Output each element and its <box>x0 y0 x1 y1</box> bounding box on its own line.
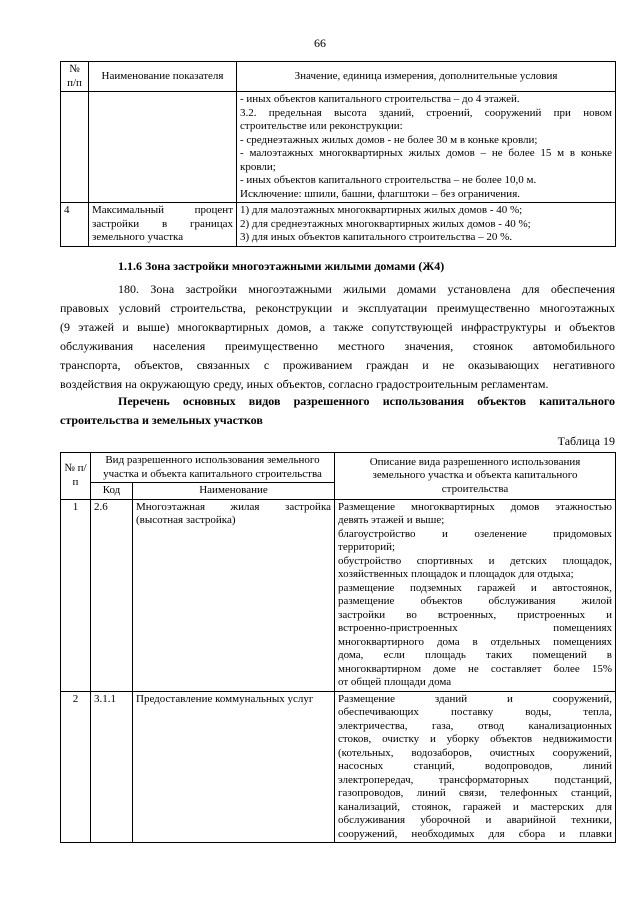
text-line: электричества, газа, отвод канализационных <box>338 719 613 732</box>
text-line: благоустройство и озеленение придомовых <box>338 527 613 540</box>
table-caption: Таблица 19 <box>557 434 615 448</box>
cell-description <box>335 691 616 843</box>
text-line: обслуживания населения преимущественно местного значения, стоянок автомобильного <box>60 339 615 353</box>
text-line: земельного участка <box>92 231 184 243</box>
text-line: воздействия на окружающую среду, иных объектов, согласно градостроительным регламентам. <box>60 377 549 391</box>
cell-description <box>335 499 616 691</box>
cell-name <box>133 499 335 691</box>
text-line: земельного участка и объекта капитального <box>372 469 578 481</box>
parameters-table <box>60 61 616 247</box>
cell-num <box>61 92 89 203</box>
text-line: многоквартирном доме не составляет более 15% <box>338 662 613 675</box>
text-line: обеспечивающих поставку воды, тепла, <box>338 706 613 718</box>
col-header-value: Значение, единица измерения, дополнительные условия <box>237 62 616 92</box>
text-line: Многоэтажная жилая застройка <box>136 500 332 513</box>
text-line: обслуживания уборочной и аварийной техники, <box>338 814 613 826</box>
text-line: Вид разрешенного использования земельного <box>105 454 320 466</box>
text-line: 180. Зона застройки многоэтажными жилыми домами установлена для обеспечения <box>118 282 615 296</box>
text-line: многоквартирного дома в отдельных помещениях <box>338 635 613 648</box>
cell-num: 4 <box>61 203 89 247</box>
text-line: дома, если площадь таких помещений в <box>338 649 613 661</box>
col-header-code: Код <box>91 483 133 500</box>
table-row <box>61 691 616 843</box>
text-line: канализаций, стоянок, гаражей и мастерских для <box>338 800 613 813</box>
col-header-name: Наименование показателя <box>89 62 237 92</box>
text-line: 3) для иных объектов капитального строительства – 20 %. <box>240 231 513 243</box>
table-row <box>61 499 616 691</box>
col-header-num: № п/п <box>61 62 89 92</box>
text-line: Предоставление коммунальных услуг <box>136 692 314 705</box>
list-heading <box>60 392 615 430</box>
text-line: строительстве или реконструкции: <box>240 120 403 132</box>
text-line: Перечень основных видов разрешенного использования объектов капитального <box>118 394 615 408</box>
text-line: сооружений, необходимых для сбора и плавки <box>338 827 613 840</box>
col-header-name: Наименование <box>133 483 335 500</box>
text-line: от общей площади дома <box>338 676 452 688</box>
text-line: 1) для малоэтажных многоквартирных жилых домов - 40 %; <box>240 204 523 216</box>
text-line: размещение объектов обслуживания жилой <box>338 595 613 607</box>
table-row <box>61 92 616 203</box>
cell-num: 1 <box>61 499 91 691</box>
text-line: - иных объектов капитального строительства – до 4 этажей. <box>240 93 520 105</box>
text-line: (9 этажей и выше) многоквартирных домов, а также сопутствующей инфраструктуры и объектов <box>60 320 615 334</box>
page-number: 66 <box>314 36 326 50</box>
cell-value <box>237 92 616 203</box>
text-line: встроенно-пристроенных помещениях <box>338 622 613 634</box>
cell-code: 2.6 <box>91 499 133 691</box>
col-header-group <box>91 453 335 483</box>
text-line: Размещение многоквартирных домов этажностью <box>338 500 613 513</box>
text-line: - малоэтажных многоквартирных жилых домов – не более 15 м в коньке <box>240 147 612 159</box>
text-line: (высотная застройка) <box>136 514 236 526</box>
text-line: девять этажей и выше; <box>338 514 445 526</box>
text-line: 2) для среднеэтажных многоквартирных жилых домов - 40 %; <box>240 217 531 230</box>
section-heading: 1.1.6 Зона застройки многоэтажными жилыми домами (Ж4) <box>118 259 445 273</box>
text-line: Размещение зданий и сооружений, <box>338 692 613 705</box>
text-line: кровли; <box>240 160 276 173</box>
text-line: застройки во встроенных, пристроенных и <box>338 608 613 621</box>
cell-name <box>89 92 237 203</box>
cell-num: 2 <box>61 691 91 843</box>
text-line: стоков, очистку и уборку объектов недвижимости <box>338 733 613 745</box>
col-header-description <box>335 453 616 500</box>
text-line: насосных станций, водопроводов, линий <box>338 760 613 772</box>
text-line: участка и объекта капитального строительства <box>103 467 322 480</box>
text-line: электропередач, трансформаторных подстанций, <box>338 773 613 786</box>
text-line: территорий; <box>338 541 396 553</box>
text-line: 3.2. предельная высота зданий, строений, сооружений при новом <box>240 106 612 119</box>
land-use-table <box>60 452 616 843</box>
cell-code: 3.1.1 <box>91 691 133 843</box>
text-line: газопроводов, линий связи, телефонных станций, <box>338 787 613 799</box>
text-line: Исключение: шпили, башни, флагштоки – без ограничения. <box>240 187 521 200</box>
text-line: Максимальный процент <box>92 204 233 216</box>
text-line: Описание вида разрешенного использования <box>369 455 581 468</box>
text-line: (котельных, водозаборов, очистных сооружений, <box>338 746 613 759</box>
paragraph <box>60 280 615 394</box>
text-line: - среднеэтажных жилых домов - не более 30 м в коньке кровли; <box>240 133 538 146</box>
cell-value <box>237 203 616 247</box>
col-header-num: № п/п <box>61 453 91 500</box>
text-line: строительства <box>441 482 509 495</box>
text-line: транспорта, объектов, связанных с проживанием граждан и не оказывающих негативного <box>60 358 615 372</box>
cell-name <box>89 203 237 247</box>
text-line: - иных объектов капитального строительства – не более 10,0 м. <box>240 174 537 186</box>
text-line: застройки в границах <box>92 217 233 230</box>
text-line: строительства и земельных участков <box>60 413 263 427</box>
text-line: правовых условий строительства, реконструкции и эксплуатации преимущественно многоэтажных <box>60 301 615 315</box>
table-row <box>61 203 616 247</box>
text-line: обустройство спортивных и детских площадок, <box>338 554 613 567</box>
cell-name <box>133 691 335 843</box>
text-line: хозяйственных площадок и площадок для отдыха; <box>338 568 574 580</box>
text-line: размещение подземных гаражей и автостоянок, <box>338 581 613 594</box>
